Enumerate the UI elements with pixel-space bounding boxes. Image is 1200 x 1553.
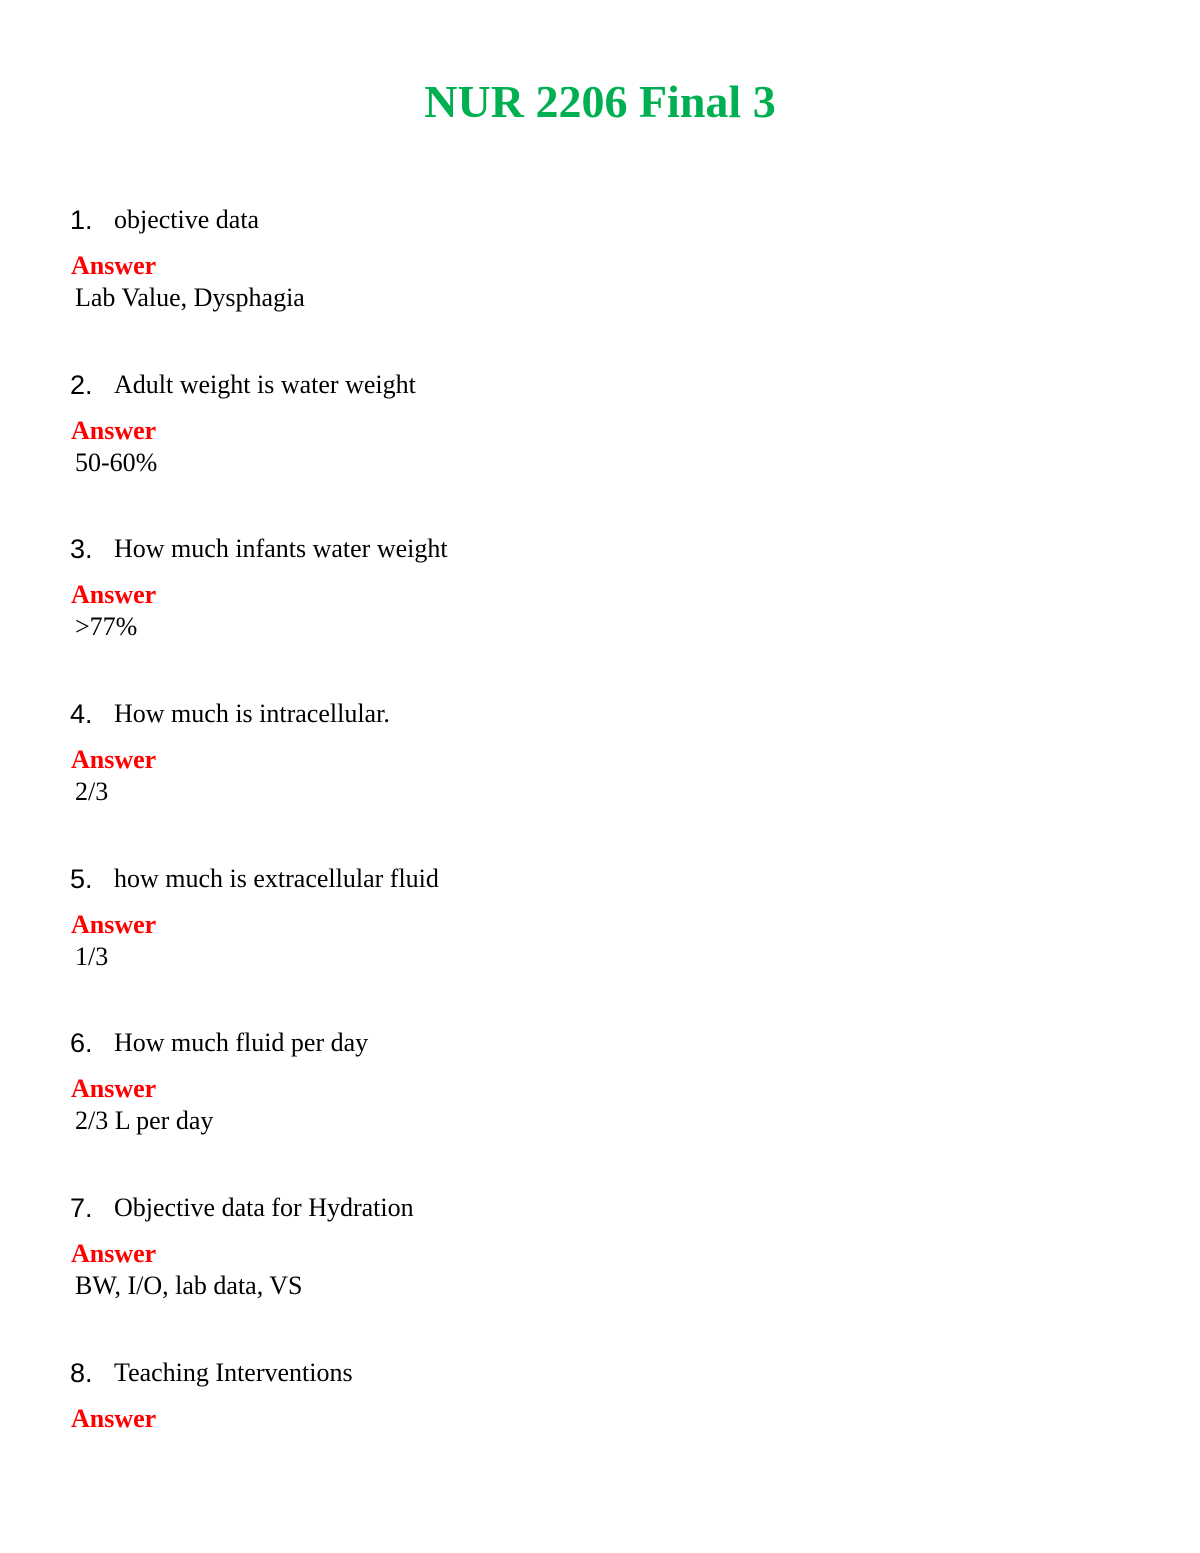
question-item-6 xyxy=(70,1025,1130,1135)
answer-text: 2/3 L per day xyxy=(75,1106,214,1135)
question-number: 6. xyxy=(70,1028,93,1058)
question-number: 2. xyxy=(70,370,93,400)
answer-text: >77% xyxy=(75,612,138,641)
question-text: Objective data for Hydration xyxy=(114,1193,414,1222)
question xyxy=(70,1190,1130,1226)
question xyxy=(70,531,1130,567)
question-item-7 xyxy=(70,1190,1130,1300)
question-number: 7. xyxy=(70,1193,93,1223)
answer-text: 50-60% xyxy=(75,448,158,477)
question-text: How much is intracellular. xyxy=(114,699,390,728)
answer-label: Answer xyxy=(71,251,157,280)
question-item-8 xyxy=(70,1355,1130,1433)
answer-text: 1/3 xyxy=(75,942,109,971)
answer-label: Answer xyxy=(71,1074,157,1103)
question-item-5 xyxy=(70,861,1130,971)
question-number: 3. xyxy=(70,534,93,564)
question xyxy=(70,696,1130,732)
answer-label: Answer xyxy=(71,580,157,609)
question-text: Adult weight is water weight xyxy=(114,370,416,399)
question-number: 4. xyxy=(70,699,93,729)
answer-label: Answer xyxy=(71,745,157,774)
document-title: NUR 2206 Final 3 xyxy=(424,76,776,127)
answer-label: Answer xyxy=(71,416,157,445)
question-text: How much infants water weight xyxy=(114,534,448,563)
question xyxy=(70,367,1130,403)
answer-text: BW, I/O, lab data, VS xyxy=(75,1271,303,1300)
question-item-4 xyxy=(70,696,1130,806)
question xyxy=(70,202,1130,238)
question xyxy=(70,1355,1130,1391)
answer-text: Lab Value, Dysphagia xyxy=(75,283,305,312)
question-text: how much is extracellular fluid xyxy=(114,864,439,893)
question-text: objective data xyxy=(114,205,260,234)
question-text: How much fluid per day xyxy=(114,1028,369,1057)
question-item-2 xyxy=(70,367,1130,477)
answer-label: Answer xyxy=(71,1404,157,1433)
question-item-3 xyxy=(70,531,1130,641)
question-item-1 xyxy=(70,202,1130,312)
question-text: Teaching Interventions xyxy=(114,1358,353,1387)
answer-text: 2/3 xyxy=(75,777,109,806)
question-number: 1. xyxy=(70,205,93,235)
question-number: 5. xyxy=(70,864,93,894)
answer-label: Answer xyxy=(71,1239,157,1268)
question xyxy=(70,1025,1130,1061)
answer-label: Answer xyxy=(71,910,157,939)
question-number: 8. xyxy=(70,1358,93,1388)
question xyxy=(70,861,1130,897)
